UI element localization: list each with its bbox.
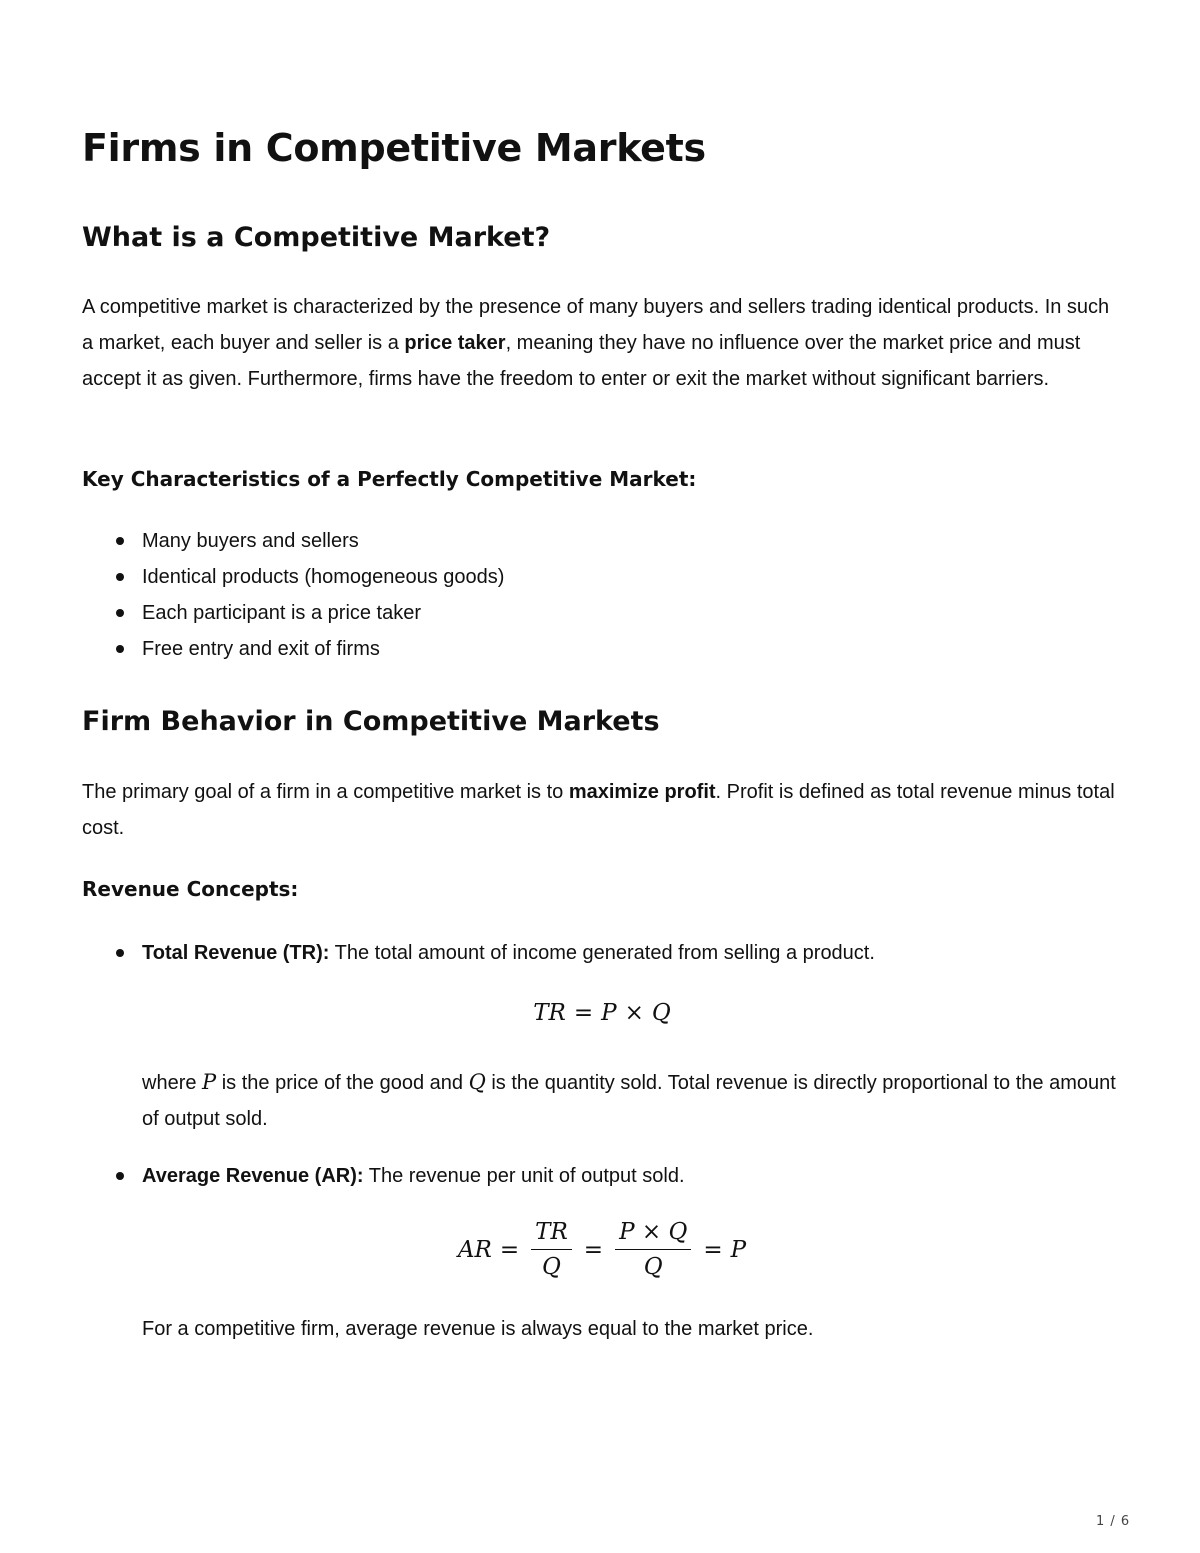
revenue-concepts-heading: Revenue Concepts:: [82, 877, 299, 901]
profit-text-b: . Profit is defined as total revenue minus total cost.: [82, 781, 1115, 839]
average-revenue-list: [82, 1158, 1122, 1194]
intro-paragraph: [82, 289, 1122, 397]
total-revenue-desc: The total amount of income generated from selling a product.: [329, 942, 875, 964]
formula-p-result: P: [730, 1236, 747, 1263]
tr-explanation-text-1: where: [142, 1072, 203, 1094]
average-revenue-desc: The revenue per unit of output sold.: [363, 1165, 685, 1187]
formula-ar-symbol: AR: [457, 1236, 492, 1263]
average-revenue-formula: [82, 1218, 1122, 1281]
page-title: Firms in Competitive Markets: [82, 126, 706, 170]
section-heading-competitive-market: What is a Competitive Market?: [82, 222, 551, 253]
fraction-numerator: P × Q: [615, 1218, 691, 1250]
profit-paragraph: [82, 774, 1122, 846]
fraction-denominator: Q: [643, 1254, 663, 1280]
fraction-tr-over-q: [531, 1218, 572, 1281]
formula-equals: =: [583, 1236, 604, 1263]
characteristics-list: [82, 523, 1122, 667]
fraction-denominator: Q: [542, 1254, 561, 1280]
formula-equals: =: [573, 1000, 594, 1026]
formula-equals: =: [703, 1236, 723, 1263]
tr-explanation-text-3: is the quantity sold. Total revenue is directly proportional to the amount of output sold.: [142, 1072, 1116, 1130]
total-revenue-list: [82, 935, 1122, 971]
price-taker-term: price taker: [404, 332, 506, 354]
total-revenue-term: Total Revenue (TR):: [142, 942, 330, 964]
fraction-pq-over-q: [615, 1218, 691, 1281]
list-item: Each participant is a price taker: [82, 595, 1122, 631]
formula-equals: =: [499, 1236, 520, 1263]
var-p: P: [202, 1070, 217, 1094]
total-revenue-formula: [82, 1000, 1122, 1026]
key-characteristics-heading: Key Characteristics of a Perfectly Competitive Market:: [82, 467, 697, 491]
tr-explanation-text-2: is the price of the good and: [216, 1072, 469, 1094]
ar-note: For a competitive firm, average revenue is always equal to the market price.: [142, 1318, 814, 1340]
maximize-profit-term: maximize profit: [568, 781, 716, 803]
formula-times: ×: [624, 1000, 644, 1026]
intro-text-b: , meaning they have no influence over the market price and must accept it as given. Furthermore, firms have the freedom to enter or exit the market without significant barriers.: [82, 332, 1081, 390]
tr-explanation: [142, 1064, 1122, 1137]
total-revenue-item: [82, 935, 1122, 971]
intro-text-a: A competitive market is characterized by the presence of many buyers and sellers trading identical products. In such a market, each buyer and seller is a: [82, 296, 1110, 354]
page-number: 1 / 6: [1096, 1514, 1131, 1529]
section-heading-firm-behavior: Firm Behavior in Competitive Markets: [82, 706, 660, 737]
fraction-numerator: TR: [531, 1218, 572, 1250]
formula-p-symbol: P: [601, 1000, 617, 1026]
average-revenue-term: Average Revenue (AR):: [142, 1165, 364, 1187]
list-item: Free entry and exit of firms: [82, 631, 1122, 667]
var-q: Q: [468, 1070, 486, 1094]
formula-tr-symbol: TR: [533, 1000, 566, 1026]
average-revenue-item: [82, 1158, 1122, 1194]
profit-text-a: The primary goal of a firm in a competitive market is to: [82, 781, 569, 803]
list-item: Identical products (homogeneous goods): [82, 559, 1122, 595]
list-item: Many buyers and sellers: [82, 523, 1122, 559]
formula-q-symbol: Q: [651, 1000, 671, 1026]
